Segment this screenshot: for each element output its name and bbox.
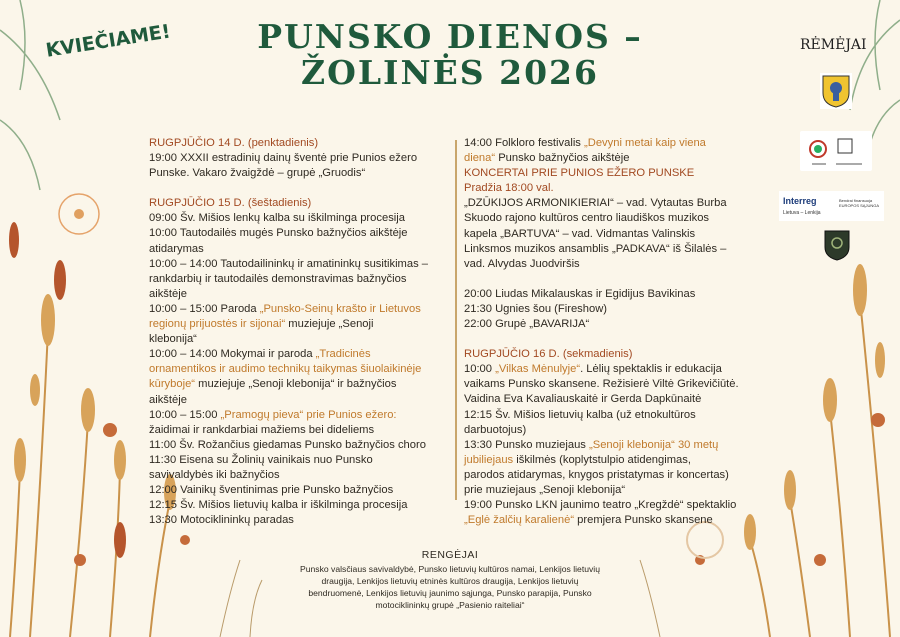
event-line: 12:00 Vainikų šventinimas prie Punsko bažnyčios: [149, 484, 394, 497]
event-text: . Lėlių spektaklis ir edukacija: [580, 363, 722, 376]
event-line: parodos atidarymas, knygos pristatymas ir koncertas): [464, 468, 729, 481]
event-highlight: „Devyni metai kaip viena: [584, 137, 706, 149]
event-line: 11:30 Eisena su Žolinių vainikais nuo Punsko: [149, 453, 373, 466]
event-highlight: jubiliejaus: [464, 453, 514, 466]
interreg-fund: Bendrai finansuoja EUROPOS SĄJUNGA: [839, 198, 880, 208]
event-line: 21:30 Ugnies šou (Fireshow): [464, 302, 608, 315]
event-line: [464, 438, 784, 453]
event-text: premjera Punsko skansene: [574, 514, 713, 527]
schedule-left-column: [149, 136, 449, 528]
event-line: 19:00 XXXII estradinių dainų šventė prie Punios ežero: [149, 152, 418, 165]
event-highlight: „Pramogų pieva“ prie Punios ežero:: [220, 408, 397, 421]
event-line: 10:00 – 14:00 Tautodailininkų ir amatininkų susitikimas –: [149, 257, 429, 270]
event-line: 19:00 Punsko LKN jaunimo teatro „Kregždė“ spektaklio: [464, 499, 737, 512]
event-line: „DZŪKIJOS ARMONIKIERIAI“ – vad. Vytautas Burba: [464, 197, 727, 210]
title-line-2: ŽOLINĖS 2026: [301, 53, 599, 92]
event-line: [464, 513, 784, 528]
event-line: Punske. Vakaro žvaigždė – grupė „Gruodis“: [149, 167, 366, 180]
event-text: 14:00 Folkloro festivalis: [464, 137, 585, 149]
event-line: atidarymas: [149, 242, 204, 255]
event-line: 22:00 Grupė „BAVARIJA“: [464, 318, 590, 331]
event-line: [149, 347, 449, 362]
event-line: [464, 151, 784, 166]
event-text: 10:00 – 15:00: [149, 408, 221, 421]
event-line: aikštėje: [149, 393, 187, 406]
event-line: vad. Alvydas Juodviršis: [464, 257, 580, 270]
event-line: aikštėje: [149, 287, 187, 300]
event-line: 09:00 Šv. Mišios lenkų kalba su iškilminga procesija: [149, 212, 405, 225]
event-line: Linksmos muzikos ansamblis „PADKAVA“ iš Šilalės –: [464, 242, 727, 255]
event-line: klebonija“: [149, 333, 197, 346]
event-highlight: kūryboje“: [149, 378, 196, 391]
organizers-block: [280, 549, 620, 611]
event-line: [149, 302, 449, 317]
event-line: žaidimai ir rankdarbiai mažiems bei dideliems: [149, 423, 375, 436]
event-highlight: „Eglė žalčių karalienė“: [464, 514, 575, 527]
club-emblem-icon: [824, 229, 850, 261]
event-line: kapela „BARTUVA“ – vad. Vidmantas Valinskis: [464, 227, 696, 240]
event-text: 10:00 – 15:00 Paroda: [149, 302, 260, 315]
event-line: prie muziejaus „Senoji klebonija“: [464, 483, 626, 496]
event-text: iškilmės (koplytstulpio atidengimas,: [513, 453, 691, 466]
event-line: vaikams Punsko skansene. Režisierė Viltė Grikevičiūtė.: [464, 378, 739, 391]
event-text: 10:00: [464, 363, 496, 376]
day-heading-aug-14: RUGPJŪČIO 14 D. (penktadienis): [149, 137, 319, 149]
interreg-text: Interreg: [783, 196, 817, 206]
event-line: [464, 362, 784, 377]
organizers-line: motociklininkų grupė „Pasienio raiteliai“: [375, 600, 525, 610]
schedule-right-column: [464, 136, 784, 528]
event-text: 13:30 Punsko muziejaus: [464, 438, 590, 451]
event-highlight: diena“: [464, 152, 496, 165]
interreg-region: Lietuva – Lenkija: [783, 210, 821, 216]
event-line: [149, 317, 449, 332]
invite-label: KVIEČIAME!: [44, 20, 172, 62]
title-line-1: PUNSKO DIENOS –: [257, 17, 643, 56]
event-text: muziejuje „Senoji klebonija“ ir bažnyčios: [195, 378, 397, 391]
event-line: Skuodo rajono kultūros centro liaudiškos muzikos: [464, 212, 710, 225]
event-line: [149, 408, 449, 423]
event-line: rankdarbių ir tautodailės demonstravimas bažnyčios: [149, 272, 407, 285]
event-text: Punsko bažnyčios aikštėje: [495, 152, 630, 165]
column-divider: [455, 140, 457, 500]
event-highlight: ornamentikos ir audimo technikų taikymas šiuolaikinėje: [149, 363, 422, 376]
event-text: 10:00 – 14:00 Mokymai ir paroda: [149, 348, 316, 361]
day-heading-aug-15: RUGPJŪČIO 15 D. (šeštadienis): [149, 197, 312, 210]
event-highlight: „Senoji klebonija“ 30 metų: [589, 438, 719, 451]
event-highlight: „Vilkas Mėnulyje“: [495, 363, 581, 376]
event-line: 13:30 Motociklininkų paradas: [149, 514, 294, 527]
coat-of-arms-icon: [820, 73, 852, 109]
event-line: 12:15 Šv. Mišios lietuvių kalba ir iškilminga procesija: [149, 499, 408, 512]
organizers-line: bendruomenė, Lenkijos lietuvių jaunimo sąjunga, Punsko parapija, Punsko: [308, 588, 592, 598]
concert-heading: KONCERTAI PRIE PUNIOS EŽERO PUNSKE: [464, 167, 695, 180]
concert-start-time: Pradžia 18:00 val.: [464, 182, 554, 195]
ministry-logos-icon: [800, 131, 872, 171]
event-line: savivaldybės iki bažnyčios: [149, 468, 280, 481]
event-text: muziejuje „Senoji: [285, 318, 374, 331]
event-highlight: „Tradicinės: [315, 348, 371, 361]
sponsors-label: RĖMĖJAI: [800, 37, 867, 53]
event-line: darbuotojus): [464, 423, 527, 436]
event-line: [464, 453, 784, 468]
event-line: 12:15 Šv. Mišios lietuvių kalba (už etnokultūros: [464, 408, 696, 421]
organizers-title: RENGĖJAI: [421, 549, 479, 561]
event-line: 20:00 Liudas Mikalauskas ir Egidijus Bavikinas: [464, 287, 696, 300]
event-highlight: „Punsko-Seinų krašto ir Lietuvos: [259, 302, 421, 315]
event-line: [464, 136, 784, 151]
event-line: [149, 377, 449, 392]
event-line: 11:00 Šv. Rožančius giedamas Punsko bažnyčios choro: [149, 438, 426, 451]
organizers-line: Punsko valsčiaus savivaldybė, Punsko lietuvių kultūros namai, Lenkijos lietuvių: [300, 564, 600, 574]
event-line: 10:00 Tautodailės mugės Punsko bažnyčios aikštėje: [149, 227, 408, 240]
day-heading-aug-16: RUGPJŪČIO 16 D. (sekmadienis): [464, 348, 633, 361]
organizers-line: draugija, Lenkijos lietuvių etninės kultūros draugija, Lenkijos lietuvių: [321, 576, 579, 586]
event-line: Vaidina Eva Kavaliauskaitė ir Gerda Dapkūnaitė: [464, 393, 702, 406]
interreg-logo: [779, 191, 884, 221]
event-highlight: regionų prijuostės ir sijonai“: [149, 318, 286, 331]
